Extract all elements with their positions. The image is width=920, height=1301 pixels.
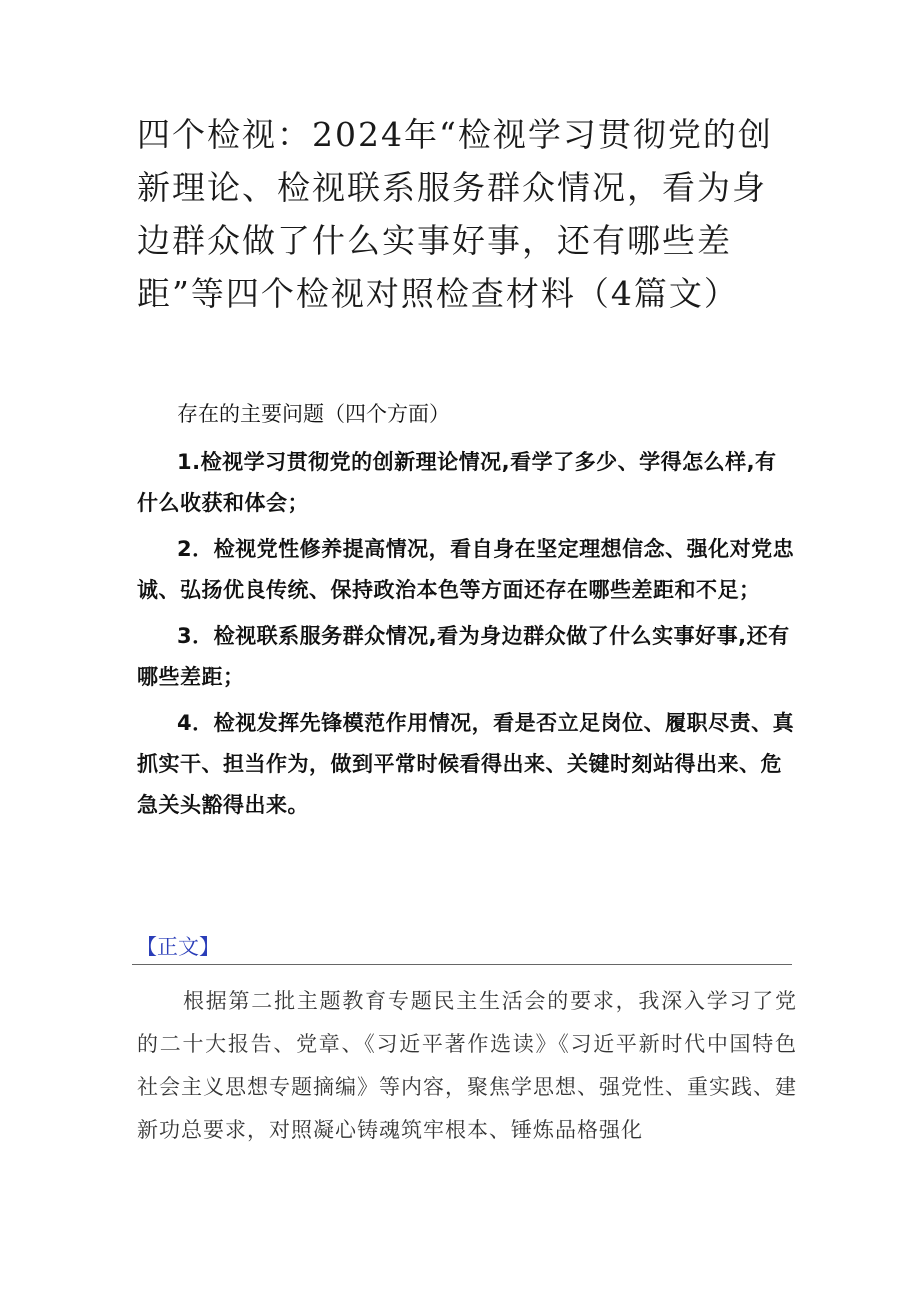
issue-item-2: 2．检视党性修养提高情况，看自身在坚定理想信念、强化对党忠诚、弘扬优良传统、保持政治本色等方面还存在哪些差距和不足； [137,537,795,602]
issue-item-3: 3．检视联系服务群众情况,看为身边群众做了什么实事好事,还有哪些差距； [137,624,790,689]
body-label: 【正文】 [136,935,220,959]
issues-list [137,442,797,826]
section-divider [132,964,792,965]
section-heading: 存在的主要问题（四个方面） [177,402,450,426]
body-paragraph: 根据第二批主题教育专题民主生活会的要求，我深入学习了党的二十大报告、党章、《习近平著作选读》《习近平新时代中国特色社会主义思想专题摘编》等内容，聚焦学思想、强党性、重实践、建新功总要求，对照凝心铸魂筑牢根本、锤炼品格强化 [137,989,797,1142]
issue-item-4: 4．检视发挥先锋模范作用情况，看是否立足岗位、履职尽责、真抓实干、担当作为，做到平常时候看得出来、关键时刻站得出来、危急关头豁得出来。 [137,711,795,817]
issue-item-1: 1.检视学习贯彻党的创新理论情况,看学了多少、学得怎么样,有什么收获和体会； [137,450,777,515]
document-title: 四个检视：2024年“检视学习贯彻党的创新理论、检视联系服务群众情况，看为身边群众做了什么实事好事，还有哪些差距”等四个检视对照检查材料（4篇文） [137,115,773,313]
